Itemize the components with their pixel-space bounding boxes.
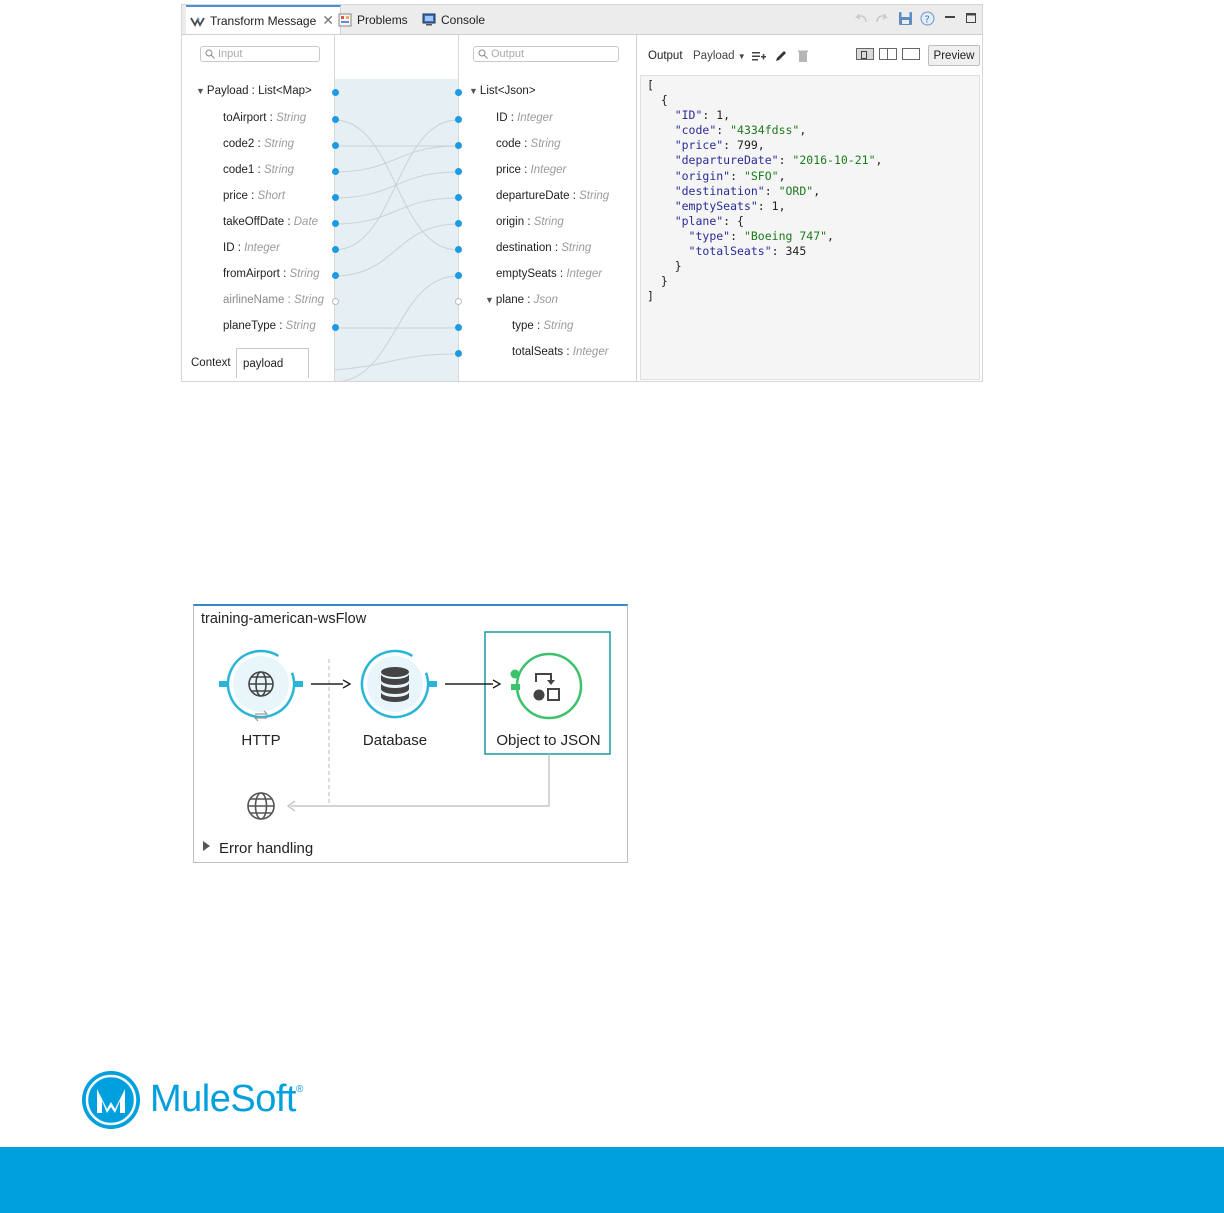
input-field-row[interactable]: toAirport : String — [223, 112, 307, 124]
field-name: emptySeats — [496, 268, 557, 280]
mapping-line — [334, 276, 458, 382]
field-name: planeType — [223, 320, 277, 332]
code-line: "plane": { — [674, 213, 744, 228]
field-name: destination — [496, 242, 552, 254]
input-field-row[interactable]: takeOffDate : Date — [223, 216, 319, 228]
field-type: String — [276, 112, 307, 124]
mapping-dot[interactable] — [455, 89, 462, 96]
code-line: } — [647, 274, 668, 289]
problems-icon — [338, 13, 352, 27]
code-line: "code": "4334fdss", — [674, 123, 807, 138]
code-line: ] — [647, 289, 654, 304]
field-type: Integer — [530, 164, 567, 176]
field-name: takeOffDate — [223, 216, 285, 228]
input-field-row[interactable]: ID : Integer — [223, 242, 280, 254]
code-line: "price": 799, — [674, 138, 765, 153]
search-icon — [478, 49, 488, 59]
mapping-dot[interactable] — [332, 272, 339, 279]
mapping-dot[interactable] — [455, 194, 462, 201]
mapping-dot[interactable] — [455, 324, 462, 331]
search-icon — [205, 49, 215, 59]
mulesoft-logo-icon — [80, 1069, 142, 1131]
output-field-row[interactable]: ID : Integer — [496, 112, 553, 124]
field-type: Integer — [517, 112, 553, 124]
database-connector-node — [353, 642, 438, 727]
field-type: String — [543, 320, 574, 332]
expand-triangle-icon[interactable]: ▼ — [469, 86, 478, 96]
globe-icon — [248, 793, 274, 819]
pencil-icon[interactable] — [774, 49, 788, 63]
input-field-row[interactable]: price : Short — [223, 190, 286, 202]
code-line: [ — [647, 78, 654, 92]
close-icon[interactable]: ✕ — [322, 12, 334, 28]
mapping-line — [334, 224, 458, 276]
field-name: ID — [496, 112, 508, 124]
brand-wordmark: MuleSoft® — [150, 1078, 303, 1120]
field-type: String — [561, 242, 592, 254]
error-handling-toggle[interactable]: Error handling — [219, 840, 314, 857]
view-split-icon[interactable] — [879, 48, 897, 60]
output-field-row[interactable]: origin : String — [496, 216, 564, 228]
output-preview-panel — [636, 35, 983, 382]
redo-icon[interactable] — [874, 11, 890, 25]
field-type: String — [530, 138, 561, 150]
output-field-row[interactable]: departureDate : String — [496, 190, 610, 202]
expand-triangle-icon — [203, 841, 210, 851]
mapping-dot[interactable] — [455, 350, 462, 357]
console-icon — [422, 13, 436, 26]
undo-icon[interactable] — [853, 11, 869, 25]
field-name: airlineName — [223, 294, 285, 306]
field-name: code2 — [223, 138, 255, 150]
tab-console[interactable] — [422, 5, 485, 34]
field-type: Integer — [566, 268, 603, 280]
code-line: "departureDate": "2016-10-21", — [674, 153, 883, 168]
field-name: plane — [495, 294, 525, 306]
field-name: code1 — [223, 164, 255, 176]
expand-triangle-icon[interactable]: ▼ — [196, 86, 205, 96]
response-path — [291, 754, 549, 806]
field-type: String — [263, 138, 294, 150]
field-type: String — [579, 190, 610, 202]
flow-canvas — [193, 604, 628, 863]
trash-icon[interactable] — [797, 49, 809, 63]
minimize-icon[interactable] — [944, 11, 956, 25]
output-field-row[interactable]: type : String — [512, 320, 574, 332]
mapping-dot[interactable] — [332, 298, 339, 305]
mapping-dot[interactable] — [332, 168, 339, 175]
maximize-icon[interactable] — [965, 11, 977, 25]
mapping-dot[interactable] — [455, 116, 462, 123]
input-field-row[interactable]: code2 : String — [223, 138, 294, 150]
code-line: "type": "Boeing 747", — [688, 228, 834, 243]
save-icon[interactable] — [898, 11, 913, 26]
view-single-icon[interactable] — [902, 48, 920, 60]
output-field-row[interactable]: totalSeats : Integer — [512, 346, 609, 358]
field-type: String — [289, 268, 320, 280]
input-field-row[interactable]: planeType : String — [223, 320, 316, 332]
mapping-dot[interactable] — [455, 272, 462, 279]
mapping-dot[interactable] — [455, 220, 462, 227]
flow-title: training-american-wsFlow — [201, 611, 367, 627]
transform-message-editor — [181, 4, 983, 382]
mapping-lines — [334, 35, 458, 382]
output-plane-node[interactable]: ▼ plane : Json — [485, 294, 558, 306]
field-name: departureDate — [496, 190, 570, 202]
http-label: HTTP — [241, 732, 281, 749]
code-line: "destination": "ORD", — [674, 183, 821, 198]
field-type: Integer — [244, 242, 280, 254]
mapping-dot[interactable] — [332, 220, 339, 227]
output-field-row[interactable]: price : Integer — [496, 164, 567, 176]
mapping-dot[interactable] — [332, 89, 339, 96]
chevron-down-icon: ▼ — [737, 52, 746, 61]
http-connector-node — [219, 642, 304, 727]
field-type: Short — [257, 190, 286, 202]
footer-bar — [0, 1147, 1224, 1213]
output-root-node[interactable]: ▼ List<Json> — [469, 85, 536, 97]
object-to-json-transformer-node — [511, 654, 582, 718]
field-type: String — [285, 320, 316, 332]
code-line: "emptySeats": 1, — [674, 198, 786, 213]
output-field-row[interactable]: emptySeats : Integer — [496, 268, 603, 280]
mapping-dot[interactable] — [332, 116, 339, 123]
field-name: ID — [223, 242, 235, 254]
tab-label: Problems — [357, 12, 408, 27]
mapping-dot[interactable] — [332, 324, 339, 331]
field-name: fromAirport — [223, 268, 280, 280]
expand-triangle-icon[interactable]: ▼ — [485, 295, 494, 305]
mapping-line — [334, 146, 458, 172]
input-root-node[interactable]: ▼ Payload : List<Map> — [196, 85, 312, 97]
registered-mark: ® — [295, 1084, 303, 1095]
output-field-row[interactable]: code : String — [496, 138, 561, 150]
field-type: Json — [533, 294, 558, 306]
search-placeholder: Input — [218, 48, 243, 60]
search-placeholder: Output — [491, 48, 525, 60]
field-name: type — [512, 320, 534, 332]
code-line: { — [647, 93, 668, 108]
mapping-dot[interactable] — [455, 246, 462, 253]
tab-problems[interactable] — [338, 5, 408, 34]
code-line: } — [647, 259, 682, 274]
field-type: Integer — [572, 346, 609, 358]
svg-text:?: ? — [924, 14, 930, 26]
tab-context[interactable]: Context — [191, 357, 231, 369]
tab-label: Console — [441, 12, 486, 27]
input-field-row[interactable]: airlineName : String — [223, 294, 324, 306]
transform-message-icon — [190, 15, 205, 27]
output-search-input[interactable] — [473, 46, 619, 62]
tab-payload[interactable]: payload — [236, 348, 309, 378]
tab-label: Transform Message — [210, 13, 317, 28]
preview-button[interactable]: Preview — [928, 45, 980, 66]
field-name: code — [496, 138, 521, 150]
help-icon[interactable] — [920, 11, 935, 26]
field-type: Date — [293, 216, 319, 228]
editor-tab-bar — [182, 5, 982, 35]
mapping-line — [334, 354, 458, 370]
field-name: origin — [496, 216, 525, 228]
mapping-dot[interactable] — [455, 142, 462, 149]
field-name: price — [496, 164, 521, 176]
code-line: "totalSeats": 345 — [688, 244, 807, 259]
object-to-json-label: Object to JSON — [496, 732, 601, 749]
output-field-row[interactable]: destination : String — [496, 242, 592, 254]
view-split-source-icon[interactable] — [856, 48, 874, 60]
mapping-dot[interactable] — [455, 298, 462, 305]
output-code — [641, 76, 979, 306]
input-search-input[interactable] — [200, 46, 320, 62]
field-type: String — [533, 216, 564, 228]
field-type: String — [293, 294, 324, 306]
mapping-dot[interactable] — [455, 168, 462, 175]
output-code-view[interactable] — [640, 75, 980, 380]
input-field-row[interactable]: fromAirport : String — [223, 268, 320, 280]
mapping-dot[interactable] — [332, 246, 339, 253]
field-name: price — [223, 190, 248, 202]
mapping-line — [334, 198, 458, 224]
output-label: Output — [648, 50, 683, 62]
database-label: Database — [362, 732, 428, 749]
tab-transform-message[interactable] — [186, 5, 341, 34]
output-target-select[interactable]: Payload ▼ — [693, 50, 746, 62]
field-type: String — [263, 164, 294, 176]
mapping-canvas — [334, 35, 458, 382]
code-line: "origin": "SFO", — [674, 168, 786, 183]
mapping-dot[interactable] — [332, 142, 339, 149]
field-name: toAirport — [223, 112, 267, 124]
mapping-line — [334, 120, 458, 250]
mapping-dot[interactable] — [332, 194, 339, 201]
add-output-icon[interactable] — [752, 51, 766, 62]
field-name: totalSeats — [512, 346, 564, 358]
input-field-row[interactable]: code1 : String — [223, 164, 294, 176]
code-line: "ID": 1, — [674, 108, 731, 123]
